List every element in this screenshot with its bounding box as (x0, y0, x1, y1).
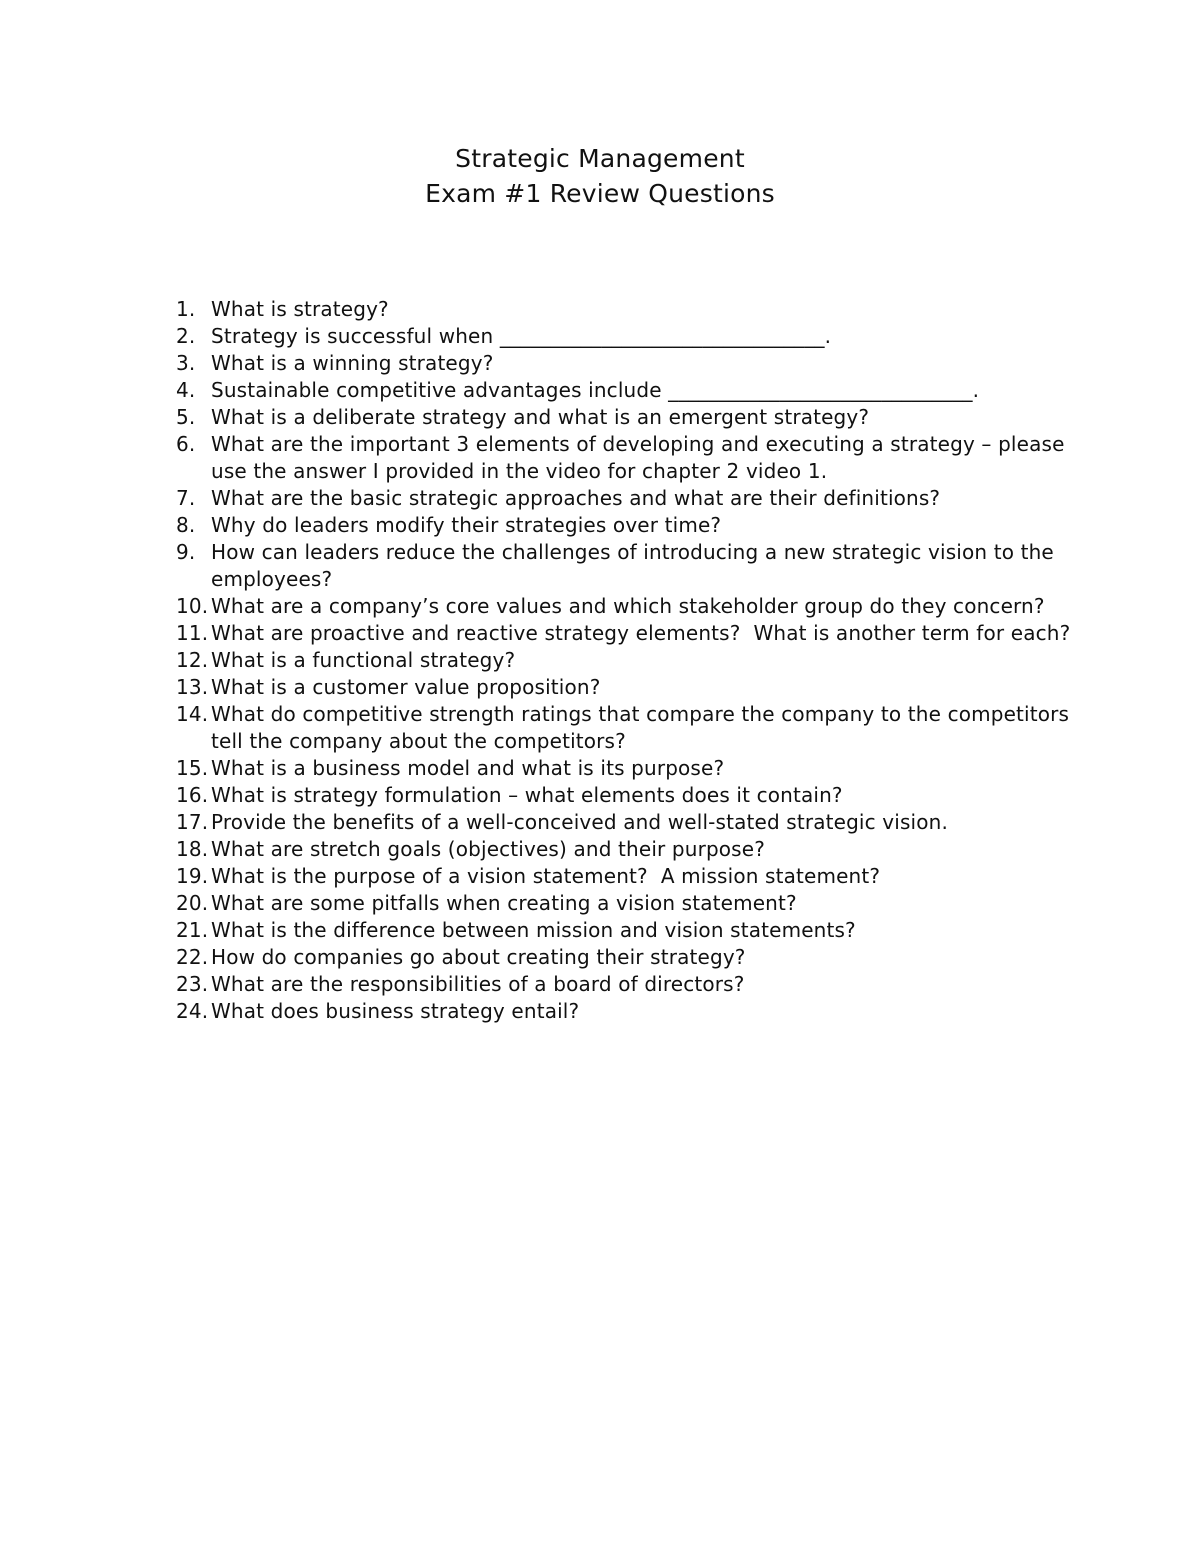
question-item (176, 998, 1076, 1025)
question-text: What are the basic strategic approaches and what are their definitions? (211, 486, 941, 510)
question-text: What does business strategy entail? (211, 999, 580, 1023)
question-item (176, 917, 1076, 944)
question-number: 20. (176, 891, 209, 915)
question-text: Provide the benefits of a well-conceived and well-stated strategic vision. (211, 810, 948, 834)
question-item (176, 944, 1076, 971)
question-number: 22. (176, 945, 209, 969)
question-list (176, 296, 1076, 1025)
question-text: What is the difference between mission and vision statements? (211, 918, 856, 942)
question-number: 21. (176, 918, 209, 942)
question-text: What are stretch goals (objectives) and their purpose? (211, 837, 765, 861)
question-item (176, 863, 1076, 890)
question-text: Why do leaders modify their strategies over time? (211, 513, 722, 537)
question-item (176, 512, 1076, 539)
question-item (176, 809, 1076, 836)
question-number: 16. (176, 783, 209, 807)
question-item (176, 323, 1076, 350)
question-number: 8. (176, 513, 196, 537)
question-item (176, 701, 1076, 755)
question-number: 10. (176, 594, 209, 618)
question-text: How do companies go about creating their strategy? (211, 945, 746, 969)
document-subtitle: Exam #1 Review Questions (425, 179, 775, 208)
title-block (0, 141, 1200, 211)
question-text: What are the important 3 elements of developing and executing a strategy – please use the answer I provided in the video for chapter 2 video 1. (211, 432, 1072, 483)
question-item (176, 404, 1076, 431)
question-text: What is a deliberate strategy and what is an emergent strategy? (211, 405, 870, 429)
question-text: Sustainable competitive advantages include ______________________________. (211, 378, 980, 402)
question-item (176, 836, 1076, 863)
question-number: 2. (176, 324, 196, 348)
question-item (176, 647, 1076, 674)
document-title: Strategic Management (455, 144, 745, 173)
question-number: 13. (176, 675, 209, 699)
question-text: How can leaders reduce the challenges of introducing a new strategic vision to the employees? (211, 540, 1061, 591)
question-number: 17. (176, 810, 209, 834)
question-text: What is a business model and what is its purpose? (211, 756, 725, 780)
question-number: 3. (176, 351, 196, 375)
question-number: 24. (176, 999, 209, 1023)
question-text: What is a functional strategy? (211, 648, 516, 672)
question-text: What are a company’s core values and which stakeholder group do they concern? (211, 594, 1045, 618)
question-item (176, 350, 1076, 377)
question-text: What are proactive and reactive strategy elements? What is another term for each? (211, 621, 1071, 645)
question-text: What do competitive strength ratings that compare the company to the competitors tell the company about the competitors? (211, 702, 1076, 753)
question-number: 9. (176, 540, 196, 564)
question-number: 12. (176, 648, 209, 672)
question-item (176, 593, 1076, 620)
question-item (176, 485, 1076, 512)
question-number: 1. (176, 297, 196, 321)
question-number: 15. (176, 756, 209, 780)
question-number: 19. (176, 864, 209, 888)
question-text: What are the responsibilities of a board of directors? (211, 972, 745, 996)
question-item (176, 890, 1076, 917)
question-item (176, 296, 1076, 323)
question-text: What are some pitfalls when creating a vision statement? (211, 891, 797, 915)
question-number: 11. (176, 621, 209, 645)
question-item (176, 674, 1076, 701)
question-number: 5. (176, 405, 196, 429)
question-item (176, 971, 1076, 998)
question-item (176, 377, 1076, 404)
question-item (176, 539, 1076, 593)
question-number: 23. (176, 972, 209, 996)
question-item (176, 431, 1076, 485)
question-text: What is a winning strategy? (211, 351, 494, 375)
question-number: 14. (176, 702, 209, 726)
question-text: What is strategy? (211, 297, 389, 321)
question-item (176, 755, 1076, 782)
question-text: Strategy is successful when ________________________________. (211, 324, 832, 348)
question-text: What is strategy formulation – what elements does it contain? (211, 783, 843, 807)
question-number: 4. (176, 378, 196, 402)
question-text: What is a customer value proposition? (211, 675, 601, 699)
question-number: 6. (176, 432, 196, 456)
question-number: 7. (176, 486, 196, 510)
question-item (176, 782, 1076, 809)
question-text: What is the purpose of a vision statement? A mission statement? (211, 864, 881, 888)
question-number: 18. (176, 837, 209, 861)
question-item (176, 620, 1076, 647)
